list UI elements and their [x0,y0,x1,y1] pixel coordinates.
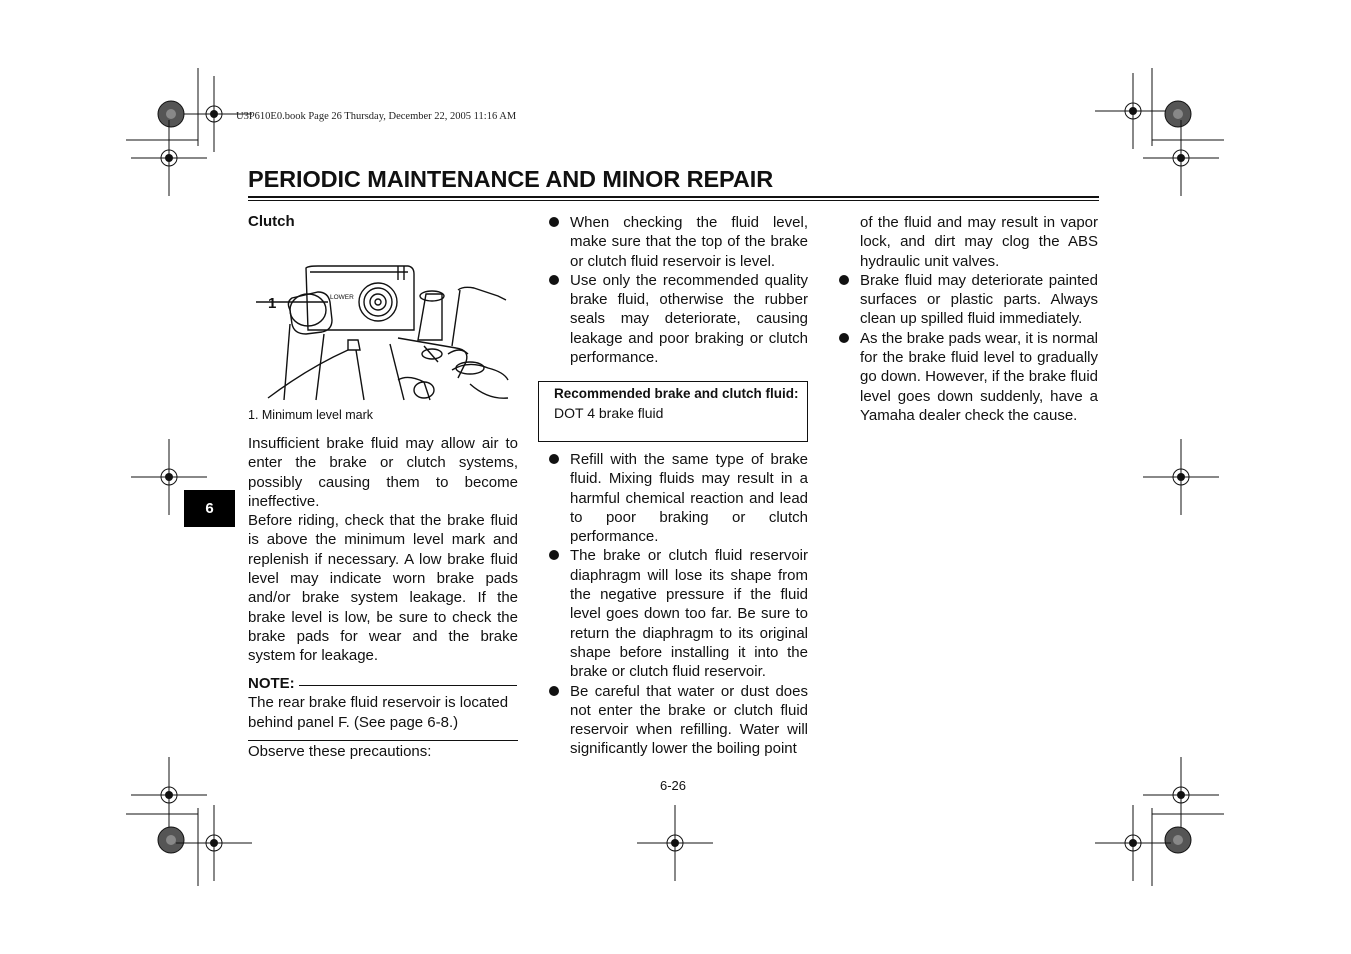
column-2-bullets-bottom [548,450,808,759]
note-end-rule [248,740,518,741]
list-item: Brake fluid may deteriorate painted surfaces or plastic parts. Always clean up spilled fluid immediately. [838,271,1098,329]
lower-mark-label: LOWER [330,294,354,301]
bullet-icon [549,550,559,560]
list-item: The brake or clutch fluid reservoir diaphragm will lose its shape from the negative pressure if the fluid level goes down too far. Be sure to return the diaphragm to its original shape before installing it into the brake or clutch fluid reservoir. [548,546,808,681]
side-mark-right [1143,439,1219,515]
note-block [248,674,518,732]
title-rule [248,196,1099,198]
bullet-icon [549,686,559,696]
bullet-icon [549,217,559,227]
recommended-fluid-box [538,381,808,442]
column-2-bullets-top [548,213,808,367]
corner-mark-bottom-left [126,757,252,886]
chapter-tab: 6 [184,490,235,527]
list-item: Refill with the same type of brake fluid. Mixing fluids may result in a harmful chemical reaction and lead to poor braking or clutch performance. [548,450,808,546]
title-rule-thin [248,200,1099,201]
column-1-body [248,434,518,666]
observe-text: Observe these precautions: [248,743,432,760]
figure-callout: 1 [268,295,277,312]
note-rule [299,685,517,686]
bottom-center-mark [637,805,713,881]
figure-caption: 1. Minimum level mark [248,408,374,422]
recommended-fluid-value: DOT 4 brake fluid [554,405,664,421]
list-item: Use only the recommended quality brake fluid, otherwise the rubber seals may deteriorate, causing leakage and poor braking or clutch performance. [548,271,808,367]
bullet-icon [549,454,559,464]
recommended-fluid-title: Recommended brake and clutch fluid: [554,386,799,401]
paragraph: Insufficient brake fluid may allow air to enter the brake or clutch systems, possibly causing them to become ineffective. [248,435,518,510]
column-3-body [838,213,1098,425]
note-text: The rear brake fluid reservoir is located behind panel F. (See page 6-8.) [248,694,509,731]
file-info: U3P610E0.book Page 26 Thursday, December 22, 2005 11:16 AM [236,111,517,122]
corner-mark-top-right [1095,68,1224,196]
continuation-text: of the fluid and may result in vapor lock, and dirt may clog the ABS hydraulic unit valves. [860,214,1098,270]
bullet-icon [549,275,559,285]
page-number: 6-26 [660,778,687,793]
list-item: As the brake pads wear, it is normal for the brake fluid level to gradually go down. However, if the brake fluid level goes down suddenly, have a Yamaha dealer check the cause. [838,329,1098,425]
bullet-icon [839,333,849,343]
page-title: PERIODIC MAINTENANCE AND MINOR REPAIR [248,166,774,192]
clutch-reservoir-illustration [248,250,518,410]
list-item: When checking the fluid level, make sure that the top of the brake or clutch fluid reservoir is level. [548,213,808,271]
corner-mark-bottom-right [1095,757,1224,886]
corner-mark-top-left [126,68,252,196]
list-item: Be careful that water or dust does not enter the brake or clutch fluid reservoir when refilling. Water will significantly lower the boiling point [548,682,808,759]
section-heading: Clutch [248,213,295,230]
paragraph: Before riding, check that the brake fluid is above the minimum level mark and replenish if necessary. A low brake fluid level may indicate worn brake pads and/or brake system leakage. If the brake level is low, be sure to check the brake pads for wear and the brake system for leakage. [248,512,518,665]
note-label: NOTE: [248,675,295,692]
bullet-icon [839,275,849,285]
